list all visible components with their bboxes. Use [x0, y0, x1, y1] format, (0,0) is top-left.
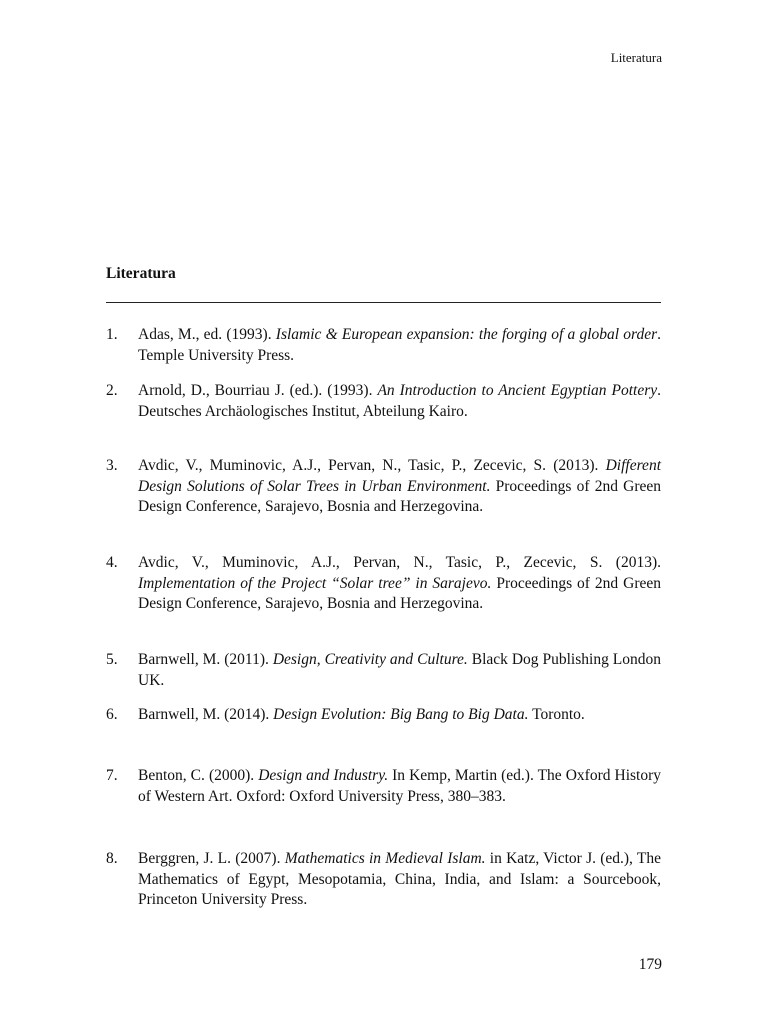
reference-title: Design Evolution: Big Bang to Big Data.	[273, 706, 529, 723]
reference-number: 8.	[106, 850, 118, 867]
reference-source: Toronto.	[528, 706, 585, 723]
reference-title: Islamic & European expansion: the forging of a global order	[275, 326, 658, 343]
reference-source: Black Dog Publishing London UK.	[138, 651, 661, 689]
reference-item	[106, 650, 661, 691]
reference-source: Proceedings of 2nd Green Design Conference, Sarajevo, Bosnia and Herzegovina.	[138, 574, 661, 613]
reference-number: 4.	[106, 554, 118, 571]
reference-title: Implementation of the Project “Solar tree” in Sarajevo.	[138, 574, 492, 592]
reference-title: Design, Creativity and Culture.	[272, 651, 468, 668]
section-title: Literatura	[106, 265, 176, 282]
reference-item	[106, 553, 661, 615]
reference-text	[138, 849, 661, 911]
reference-authors: Adas, M., ed. (1993).	[138, 326, 276, 343]
reference-text	[138, 553, 661, 615]
reference-number: 6.	[106, 706, 118, 723]
reference-number: 1.	[106, 326, 118, 343]
reference-source: Proceedings of 2nd Green Design Conference, Sarajevo, Bosnia and Herzegovina.	[138, 477, 661, 516]
reference-authors: Benton, C. (2000).	[138, 767, 259, 784]
title-rule	[106, 302, 661, 303]
reference-authors: Avdic, V., Muminovic, A.J., Pervan, N., Tasic, P., Zecevic, S. (2013).	[138, 457, 606, 474]
reference-item	[106, 766, 661, 807]
running-head: Literatura	[610, 50, 662, 65]
reference-text	[138, 705, 661, 726]
reference-authors: Avdic, V., Muminovic, A.J., Pervan, N., Tasic, P., Zecevic, S. (2013).	[138, 554, 661, 571]
reference-authors: Arnold, D., Bourriau J. (ed.). (1993).	[138, 382, 378, 399]
reference-title: Different Design Solutions of Solar Trees in Urban Environment.	[138, 457, 661, 495]
reference-title: Design and Industry.	[258, 767, 389, 784]
reference-item	[106, 325, 661, 366]
reference-item	[106, 456, 661, 518]
reference-item	[106, 705, 661, 726]
reference-text	[138, 456, 661, 518]
reference-item	[106, 849, 661, 911]
reference-number: 7.	[106, 767, 118, 784]
reference-item	[106, 381, 661, 422]
reference-number: 2.	[106, 382, 118, 399]
reference-source: . Temple University Press.	[138, 326, 662, 364]
reference-number: 3.	[106, 457, 118, 474]
reference-text	[138, 381, 661, 422]
reference-title: An Introduction to Ancient Egyptian Pottery	[377, 382, 658, 399]
reference-title: Mathematics in Medieval Islam.	[284, 850, 486, 867]
reference-text	[138, 650, 661, 691]
reference-authors: Barnwell, M. (2011).	[138, 651, 273, 668]
reference-authors: Barnwell, M. (2014).	[138, 706, 274, 723]
reference-text	[138, 766, 661, 807]
reference-source: in Katz, Victor J. (ed.), The Mathematics of Egypt, Mesopotamia, China, India, and Islam: a Sourcebook, Princeton University Press.	[138, 850, 661, 909]
page-number: 179	[638, 956, 662, 973]
reference-number: 5.	[106, 651, 118, 668]
reference-source: . Deutsches Archäologisches Institut, Abteilung Kairo.	[138, 382, 661, 420]
reference-source: In Kemp, Martin (ed.). The Oxford History of Western Art. Oxford: Oxford University Press, 380–383.	[138, 767, 662, 805]
reference-text	[138, 325, 661, 366]
reference-authors: Berggren, J. L. (2007).	[138, 850, 285, 867]
